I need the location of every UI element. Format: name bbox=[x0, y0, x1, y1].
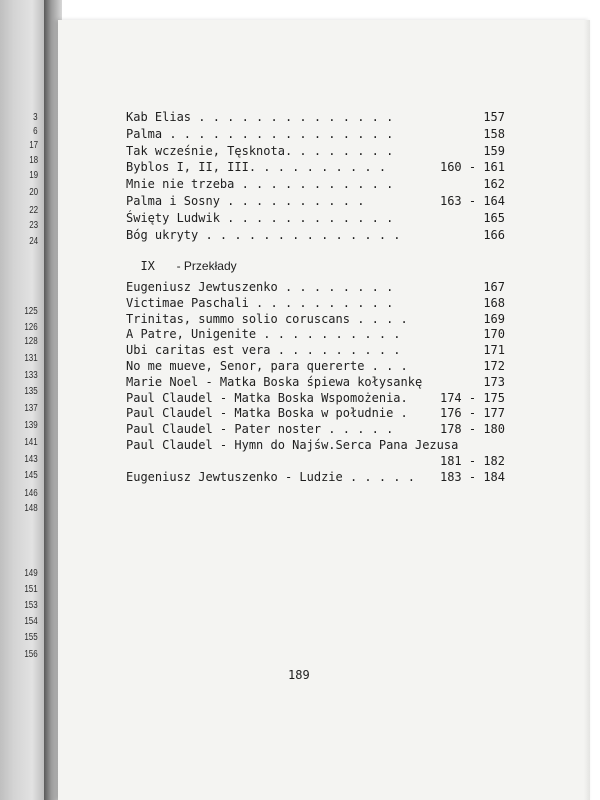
toc-entry-title: Paul Claudel - Pater noster . . . . . bbox=[126, 422, 394, 437]
toc-entry-title: Ubi caritas est vera . . . . . . . . . bbox=[126, 343, 401, 358]
toc-entry-title: Święty Ludwik . . . . . . . . . . . . bbox=[126, 210, 394, 225]
toc-entry-title: Paul Claudel - Matka Boska Wspomożenia. bbox=[126, 390, 408, 405]
page-edge bbox=[584, 20, 590, 800]
toc-entry-page: 159 bbox=[483, 143, 505, 158]
toc-entry-title: Bóg ukryty . . . . . . . . . . . . . . bbox=[126, 227, 401, 242]
left-page-number: 20 bbox=[29, 187, 38, 198]
left-page-number: 125 bbox=[24, 306, 38, 317]
left-page-number: 17 bbox=[29, 140, 38, 151]
left-page-number: 154 bbox=[24, 616, 38, 627]
section-heading bbox=[126, 245, 237, 273]
toc-entry-title: A Patre, Unigenite . . . . . . . . . . bbox=[126, 327, 401, 342]
toc-entry-page: 174 - 175 bbox=[439, 390, 505, 405]
toc-entry-title: Palma i Sosny . . . . . . . . . . bbox=[126, 194, 365, 208]
section-number: IX bbox=[140, 259, 155, 273]
left-page-number: 139 bbox=[24, 420, 38, 431]
toc-entry-page: 169 bbox=[483, 311, 505, 326]
left-page-number: 131 bbox=[24, 353, 38, 364]
previous-page-strip bbox=[0, 0, 46, 800]
left-page-number: 145 bbox=[24, 470, 38, 481]
toc-entry-page: 176 - 177 bbox=[439, 406, 505, 421]
left-page-number: 128 bbox=[24, 336, 38, 347]
left-page-number: 135 bbox=[24, 386, 38, 397]
left-page-number: 155 bbox=[24, 632, 38, 643]
toc-entry-page: 171 bbox=[483, 343, 505, 358]
toc-entry-page: 183 - 184 bbox=[439, 469, 505, 484]
left-page-number: 148 bbox=[24, 503, 38, 514]
left-page-number: 126 bbox=[24, 322, 38, 333]
toc-entry-title: Byblos I, II, III. . . . . . . . . . bbox=[126, 160, 387, 175]
left-page-number: 133 bbox=[24, 370, 38, 381]
left-page-number: 24 bbox=[29, 236, 38, 247]
toc-entry-page: 163 - 164 bbox=[439, 194, 505, 208]
toc-entry-title: Eugeniusz Jewtuszenko - Ludzie . . . . . bbox=[126, 469, 415, 484]
left-page-number: 149 bbox=[24, 568, 38, 579]
toc-entry-title: Mnie nie trzeba . . . . . . . . . . . bbox=[126, 177, 394, 192]
toc-entry-title: Tak wcześnie, Tęsknota. . . . . . . . bbox=[126, 143, 394, 158]
toc-entry-page: 173 bbox=[483, 374, 505, 389]
left-page-number: 156 bbox=[24, 649, 38, 660]
toc-entry-title: Paul Claudel - Hymn do Najśw.Serca Pana Jezusa bbox=[126, 438, 459, 452]
toc-entry-title: Trinitas, summo solio coruscans . . . . bbox=[126, 311, 408, 326]
left-page-number: 19 bbox=[29, 170, 38, 181]
left-page-number: 18 bbox=[29, 155, 38, 166]
left-page-number: 22 bbox=[29, 205, 38, 216]
toc-entry-title: Victimae Paschali . . . . . . . . . . bbox=[126, 295, 394, 310]
toc-entry-title: Marie Noel - Matka Boska śpiewa kołysankę bbox=[126, 374, 423, 389]
toc-entry-page: 170 bbox=[483, 327, 505, 342]
left-page-number: 146 bbox=[24, 488, 38, 499]
toc-entry-page: 157 bbox=[483, 110, 505, 124]
left-page-number: 137 bbox=[24, 403, 38, 414]
toc-entry-title: Paul Claudel - Matka Boska w południe . bbox=[126, 406, 408, 421]
left-page-number: 6 bbox=[33, 126, 38, 137]
left-page-number: 141 bbox=[24, 437, 38, 448]
left-page-number: 3 bbox=[33, 112, 38, 123]
toc-entry-page: 181 - 182 bbox=[439, 453, 505, 468]
toc-entry-page: 165 bbox=[483, 210, 505, 225]
toc-entry-page: 168 bbox=[483, 295, 505, 310]
page-number: 189 bbox=[288, 668, 310, 682]
toc-entry-title: Kab Elias . . . . . . . . . . . . . . bbox=[126, 110, 394, 124]
left-page-number: 153 bbox=[24, 600, 38, 611]
toc-entry-page: 178 - 180 bbox=[439, 422, 505, 437]
toc-entry-page: 166 bbox=[483, 227, 505, 242]
toc-entry-page: 158 bbox=[483, 126, 505, 141]
left-page-number: 143 bbox=[24, 454, 38, 465]
left-page-number: 151 bbox=[24, 584, 38, 595]
toc-entry-page: 162 bbox=[483, 177, 505, 192]
toc-entry-title: No me mueve, Senor, para quererte . . . bbox=[126, 359, 408, 373]
left-page-number: 23 bbox=[29, 220, 38, 231]
toc-entry-page: 160 - 161 bbox=[439, 160, 505, 175]
toc-entry-title: Palma . . . . . . . . . . . . . . . . bbox=[126, 126, 394, 141]
section-label: - Przekłady bbox=[176, 259, 237, 273]
toc-entry-title: Eugeniusz Jewtuszenko . . . . . . . . bbox=[126, 280, 394, 294]
toc-entry-page: 167 bbox=[483, 280, 505, 294]
toc-entry-page: 172 bbox=[483, 359, 505, 373]
